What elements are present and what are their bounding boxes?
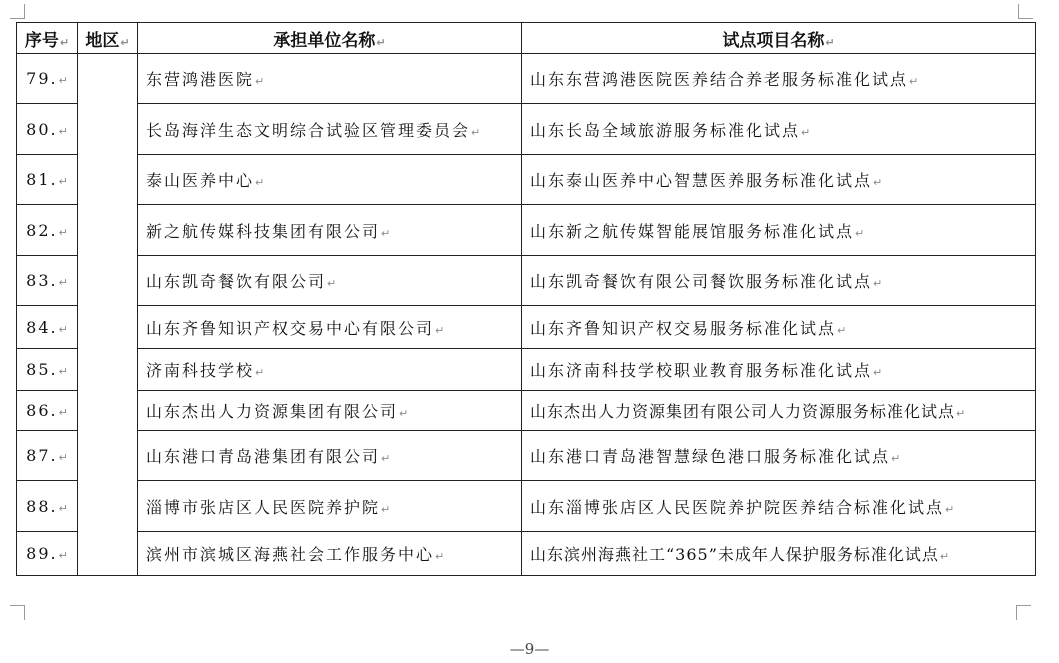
project-name: 山东港口青岛港智慧绿色港口服务标准化试点↵ [522,431,1036,481]
row-number: 80.↵ [17,104,78,155]
crop-mark-top-left [10,4,25,19]
crop-mark-bottom-right [1016,605,1031,620]
project-name: 山东泰山医养中心智慧医养服务标准化试点↵ [522,155,1036,205]
crop-mark-bottom-left [10,605,25,620]
row-number: 81.↵ [17,155,78,205]
crop-mark-top-right [1018,4,1033,19]
row-number: 79.↵ [17,54,78,104]
pilot-project-table [16,22,1036,576]
project-name: 山东新之航传媒智能展馆服务标准化试点↵ [522,205,1036,256]
unit-name: 山东港口青岛港集团有限公司↵ [138,431,522,481]
row-number: 83.↵ [17,256,78,306]
unit-name: 东营鸿港医院↵ [138,54,522,104]
row-number: 82.↵ [17,205,78,256]
header-seq: 序号↵ [17,23,78,54]
project-name: 山东长岛全域旅游服务标准化试点↵ [522,104,1036,155]
unit-name: 淄博市张店区人民医院养护院↵ [138,481,522,532]
project-name: 山东滨州海燕社工“365”未成年人保护服务标准化试点↵ [522,532,1036,576]
table-row [17,104,1036,155]
header-project: 试点项目名称↵ [522,23,1036,54]
unit-name: 新之航传媒科技集团有限公司↵ [138,205,522,256]
unit-name: 济南科技学校↵ [138,349,522,391]
project-name: 山东杰出人力资源集团有限公司人力资源服务标准化试点↵ [522,391,1036,431]
region-cell [78,54,138,576]
row-number: 88.↵ [17,481,78,532]
table-row [17,155,1036,205]
unit-name: 长岛海洋生态文明综合试验区管理委员会↵ [138,104,522,155]
unit-name: 山东齐鲁知识产权交易中心有限公司↵ [138,306,522,349]
project-name: 山东济南科技学校职业教育服务标准化试点↵ [522,349,1036,391]
row-number: 84.↵ [17,306,78,349]
table-row [17,431,1036,481]
header-unit: 承担单位名称↵ [138,23,522,54]
header-region: 地区↵ [78,23,138,54]
table-row [17,205,1036,256]
table-row [17,256,1036,306]
project-name: 山东东营鸿港医院医养结合养老服务标准化试点↵ [522,54,1036,104]
table-row [17,349,1036,391]
table-header-row [17,23,1036,54]
table-row [17,306,1036,349]
unit-name: 山东杰出人力资源集团有限公司↵ [138,391,522,431]
row-number: 89.↵ [17,532,78,576]
table-row [17,481,1036,532]
table-row [17,54,1036,104]
table-row [17,391,1036,431]
row-number: 85.↵ [17,349,78,391]
unit-name: 滨州市滨城区海燕社会工作服务中心↵ [138,532,522,576]
project-name: 山东齐鲁知识产权交易服务标准化试点↵ [522,306,1036,349]
project-name: 山东淄博张店区人民医院养护院医养结合标准化试点↵ [522,481,1036,532]
unit-name: 山东凯奇餐饮有限公司↵ [138,256,522,306]
row-number: 87.↵ [17,431,78,481]
page-number: —9— [509,640,550,658]
row-number: 86.↵ [17,391,78,431]
unit-name: 泰山医养中心↵ [138,155,522,205]
project-name: 山东凯奇餐饮有限公司餐饮服务标准化试点↵ [522,256,1036,306]
table-row [17,532,1036,576]
